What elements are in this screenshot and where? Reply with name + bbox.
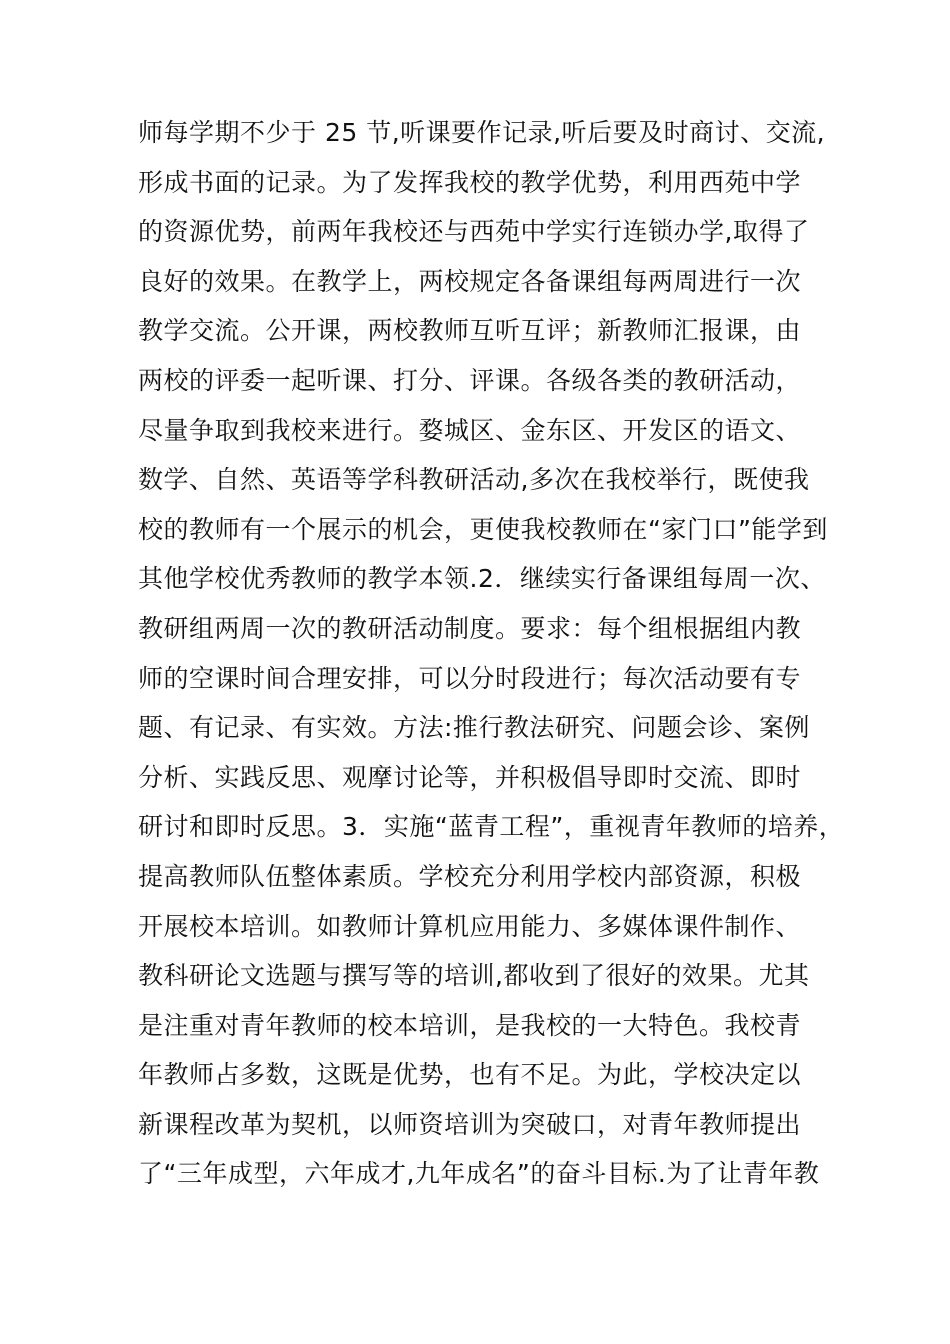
text-line: 开展校本培训。如教师计算机应用能力、多媒体课件制作、 — [138, 911, 802, 941]
text-line: 是注重对青年教师的校本培训，是我校的一大特色。我校青 — [138, 1010, 802, 1040]
text-line: 提高教师队伍整体素质。学校充分利用学校内部资源，积极 — [138, 861, 802, 891]
text-line: 的资源优势，前两年我校还与西苑中学实行连锁办学,取得了 — [138, 217, 810, 247]
text-line: 形成书面的记录。为了发挥我校的教学优势，利用西苑中学 — [138, 167, 802, 197]
text-line: 教科研论文选题与撰写等的培训,都收到了很好的效果。尤其 — [138, 961, 810, 991]
text-line: 年教师占多数，这既是优势，也有不足。为此，学校决定以 — [138, 1060, 802, 1090]
text-line: 尽量争取到我校来进行。婺城区、金东区、开发区的语文、 — [138, 415, 802, 445]
text-line: 师每学期不少于 25 节,听课要作记录,听后要及时商讨、交流, — [138, 118, 826, 147]
text-line: 教研组两周一次的教研活动制度。要求：每个组根据组内教 — [138, 613, 802, 643]
text-line: 新课程改革为契机，以师资培训为突破口，对青年教师提出 — [138, 1109, 802, 1139]
text-line: 题、有记录、有实效。方法:推行教法研究、问题会诊、案例 — [138, 713, 810, 743]
text-line: 了“三年成型，六年成才,九年成名”的奋斗目标.为了让青年教 — [138, 1159, 820, 1189]
text-line: 两校的评委一起听课、打分、评课。各级各类的教研活动， — [138, 365, 802, 395]
body-text — [138, 108, 845, 1199]
text-line: 校的教师有一个展示的机会，更使我校教师在“家门口”能学到 — [138, 514, 828, 544]
text-line: 分析、实践反思、观摩讨论等，并积极倡导即时交流、即时 — [138, 762, 802, 792]
text-line: 师的空课时间合理安排，可以分时段进行；每次活动要有专 — [138, 663, 802, 693]
text-line: 研讨和即时反思。3．实施“蓝青工程”，重视青年教师的培养， — [138, 812, 845, 842]
text-line: 其他学校优秀教师的教学本领.2．继续实行备课组每周一次、 — [138, 564, 826, 594]
text-line: 数学、自然、英语等学科教研活动,多次在我校举行，既使我 — [138, 465, 810, 495]
text-line: 良好的效果。在教学上，两校规定各备课组每两周进行一次 — [138, 266, 802, 296]
text-line: 教学交流。公开课，两校教师互听互评；新教师汇报课，由 — [138, 316, 802, 346]
